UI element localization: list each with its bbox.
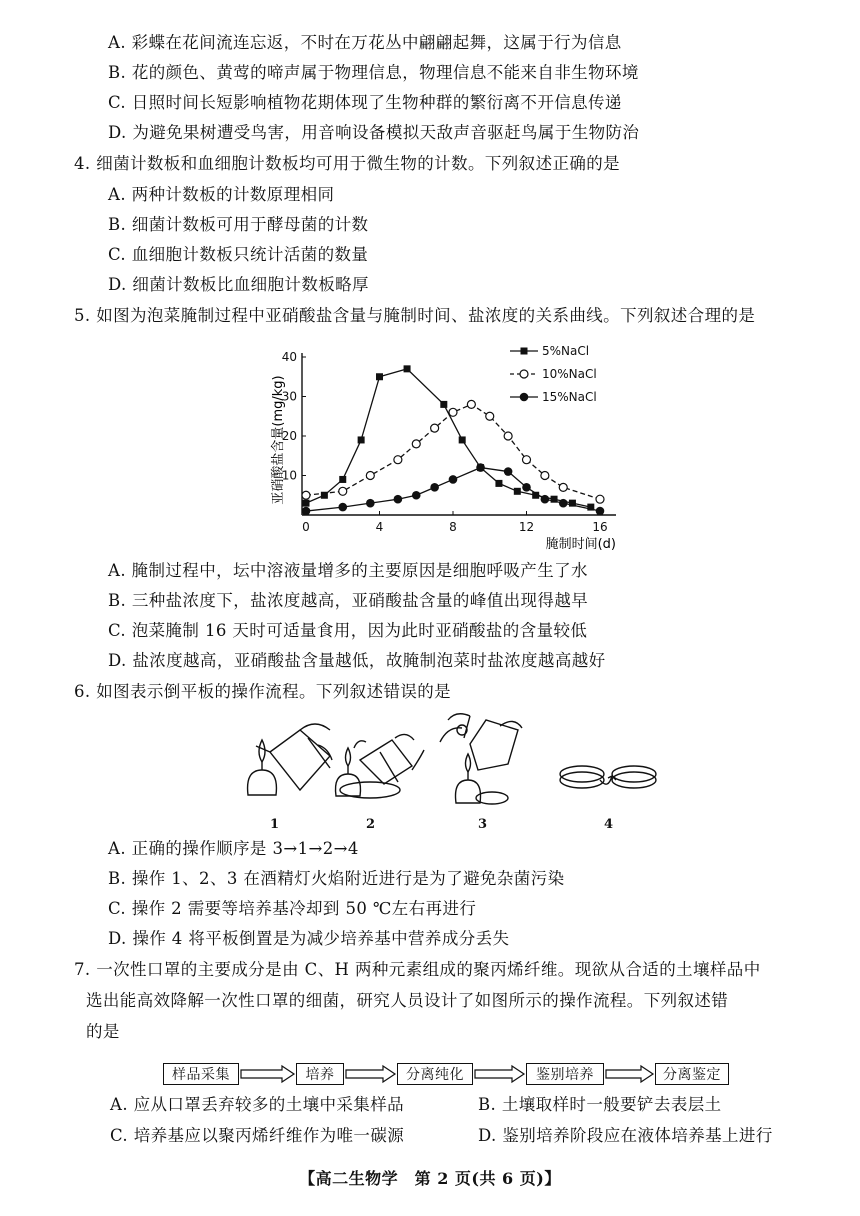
chart-y-axis-label: 亚硝酸盐含量(mg/kg) — [271, 375, 286, 505]
operation-3-illustration — [440, 714, 522, 804]
flow-step-identification-culture: 鉴别培养 — [526, 1063, 604, 1085]
chart-series-line — [306, 369, 591, 507]
q4-option-c: C. 血细胞计数板只统计活菌的数量 — [108, 245, 369, 264]
chart-data-point — [339, 476, 346, 483]
chart-data-point — [477, 464, 484, 471]
chart-data-point — [412, 491, 421, 500]
chart-data-point — [366, 499, 375, 508]
chart-data-point — [303, 500, 310, 507]
q3-option-c: C. 日照时间长短影响植物花期体现了生物种群的繁衍离不开信息传递 — [108, 93, 622, 112]
chart-legend-marker — [520, 393, 529, 402]
chart-data-point — [302, 491, 310, 499]
q6-stem: 6. 如图表示倒平板的操作流程。下列叙述错误的是 — [74, 682, 452, 701]
chart-data-point — [476, 463, 485, 472]
q7-option-b: B. 土壤取样时一般要铲去表层土 — [478, 1095, 722, 1114]
chart-data-point — [394, 456, 402, 464]
page-footer: 【高二生物学 第 2 页(共 6 页)】 — [299, 1169, 561, 1188]
q6-option-a: A. 正确的操作顺序是 3→1→2→4 — [108, 839, 359, 858]
q6-option-b: B. 操作 1、2、3 在酒精灯火焰附近进行是为了避免杂菌污染 — [108, 869, 565, 888]
chart-data-point — [532, 492, 539, 499]
chart-data-point — [321, 492, 328, 499]
chart-data-point — [412, 440, 420, 448]
chart-data-point — [486, 412, 494, 420]
q7-option-a: A. 应从口罩丢弃较多的土壤中采集样品 — [110, 1095, 405, 1114]
chart-data-point — [449, 475, 458, 484]
q5-option-b: B. 三种盐浓度下，盐浓度越高，亚硝酸盐含量的峰值出现得越早 — [108, 591, 589, 610]
chart-data-point — [459, 436, 466, 443]
chart-data-point — [504, 467, 513, 476]
flow-step-isolation-identification: 分离鉴定 — [655, 1063, 729, 1085]
chart-data-point — [541, 495, 550, 504]
chart-data-point — [504, 432, 512, 440]
chart-data-point — [596, 495, 604, 503]
chart-y-tick-label: 40 — [281, 350, 297, 364]
chart-data-point — [495, 480, 502, 487]
chart-series-line — [306, 468, 600, 511]
chart-series-line — [306, 404, 600, 499]
chart-x-axis-label: 腌制时间(d) — [545, 537, 616, 552]
chart-data-point — [587, 504, 594, 511]
chart-data-point — [431, 424, 439, 432]
flow-step-isolation-purification: 分离纯化 — [397, 1063, 473, 1085]
chart-data-point — [569, 500, 576, 507]
q7-option-c: C. 培养基应以聚丙烯纤维作为唯一碳源 — [110, 1126, 405, 1145]
chart-x-tick-label: 12 — [518, 520, 535, 534]
chart-data-point — [338, 503, 347, 512]
flow-step-culture: 培养 — [296, 1063, 344, 1085]
chart-data-point — [596, 507, 605, 516]
chart-y-tick-label: 30 — [281, 389, 297, 404]
q3-option-d: D. 为避免果树遭受鸟害，用音响设备模拟天敌声音驱赶鸟属于生物防治 — [108, 123, 640, 142]
chart-legend-label: 10%NaCl — [542, 367, 597, 381]
chart-data-point — [339, 487, 347, 495]
chart-data-point — [522, 483, 531, 492]
chart-data-point — [404, 365, 411, 372]
chart-data-point — [467, 400, 475, 408]
chart-data-point — [449, 408, 457, 416]
q5-stem: 5. 如图为泡菜腌制过程中亚硝酸盐含量与腌制时间、盐浓度的关系曲线。下列叙述合理的是 — [74, 306, 756, 325]
chart-legend-label: 15%NaCl — [542, 390, 597, 404]
chart-legend-marker — [520, 370, 528, 378]
flow-arrow-3 — [475, 1066, 524, 1082]
q7-stem-line-3: 的是 — [86, 1022, 120, 1041]
chart-data-point — [514, 488, 521, 495]
q5-option-d: D. 盐浓度越高，亚硝酸盐含量越低，故腌制泡菜时盐浓度越高越好 — [108, 651, 606, 670]
chart-data-point — [523, 456, 531, 464]
q4-option-a: A. 两种计数板的计数原理相同 — [108, 185, 335, 204]
figure-label-1: 1 — [270, 817, 280, 832]
figure-label-4: 4 — [604, 817, 614, 832]
chart-data-point — [440, 401, 447, 408]
chart-data-point — [541, 472, 549, 480]
operation-2-illustration — [336, 734, 425, 798]
q5-option-c: C. 泡菜腌制 16 天时可适量食用，因为此时亚硝酸盐的含量较低 — [108, 621, 588, 640]
chart-y-tick-label: 20 — [281, 429, 297, 443]
chart-legend-marker — [521, 348, 528, 355]
chart-x-tick-label: 0 — [302, 520, 310, 534]
chart-legend-label: 5%NaCl — [542, 344, 590, 358]
figure-label-3: 3 — [478, 817, 488, 832]
q5-option-a: A. 腌制过程中，坛中溶液量增多的主要原因是细胞呼吸产生了水 — [108, 561, 588, 580]
q7-stem-line-1: 7. 一次性口罩的主要成分是由 C、H 两种元素组成的聚丙烯纤维。现欲从合适的土壤样品中 — [74, 960, 761, 979]
chart-data-point — [394, 495, 403, 504]
flow-arrow-1 — [241, 1066, 294, 1082]
q3-option-a: A. 彩蝶在花间流连忘返，不时在万花丛中翩翩起舞，这属于行为信息 — [108, 33, 622, 52]
chart-x-tick-label: 4 — [375, 520, 384, 534]
q7-stem-line-2: 选出能高效降解一次性口罩的细菌，研究人员设计了如图所示的操作流程。下列叙述错 — [86, 991, 729, 1010]
operation-1-illustration — [248, 724, 332, 795]
chart-data-point — [551, 496, 558, 503]
chart-x-tick-label: 16 — [592, 520, 608, 534]
chart-data-point — [430, 483, 439, 492]
chart-data-point — [559, 499, 568, 508]
chart-y-tick-label: 10 — [281, 468, 297, 483]
q7-option-d: D. 鉴别培养阶段应在液体培养基上进行 — [478, 1126, 773, 1145]
flow-step-sample-collection: 样品采集 — [163, 1063, 239, 1085]
chart-data-point — [358, 436, 365, 443]
q4-option-d: D. 细菌计数板比血细胞计数板略厚 — [108, 275, 369, 294]
flow-arrow-4 — [606, 1066, 653, 1082]
flow-arrow-2 — [346, 1066, 395, 1082]
figure-label-2: 2 — [366, 817, 376, 832]
q3-option-b: B. 花的颜色、黄莺的啼声属于物理信息，物理信息不能来自非生物环境 — [108, 63, 639, 82]
operation-4-illustration — [560, 766, 656, 788]
chart-data-point — [559, 483, 567, 491]
chart-data-point — [366, 472, 374, 480]
q4-option-b: B. 细菌计数板可用于酵母菌的计数 — [108, 215, 369, 234]
chart-data-point — [376, 373, 383, 380]
q4-stem: 4. 细菌计数板和血细胞计数板均可用于微生物的计数。下列叙述正确的是 — [74, 154, 621, 173]
q6-option-c: C. 操作 2 需要等培养基冷却到 50 ℃左右再进行 — [108, 899, 477, 918]
q6-option-d: D. 操作 4 将平板倒置是为减少培养基中营养成分丢失 — [108, 929, 510, 948]
chart-data-point — [302, 507, 311, 516]
chart-x-tick-label: 8 — [449, 520, 457, 534]
